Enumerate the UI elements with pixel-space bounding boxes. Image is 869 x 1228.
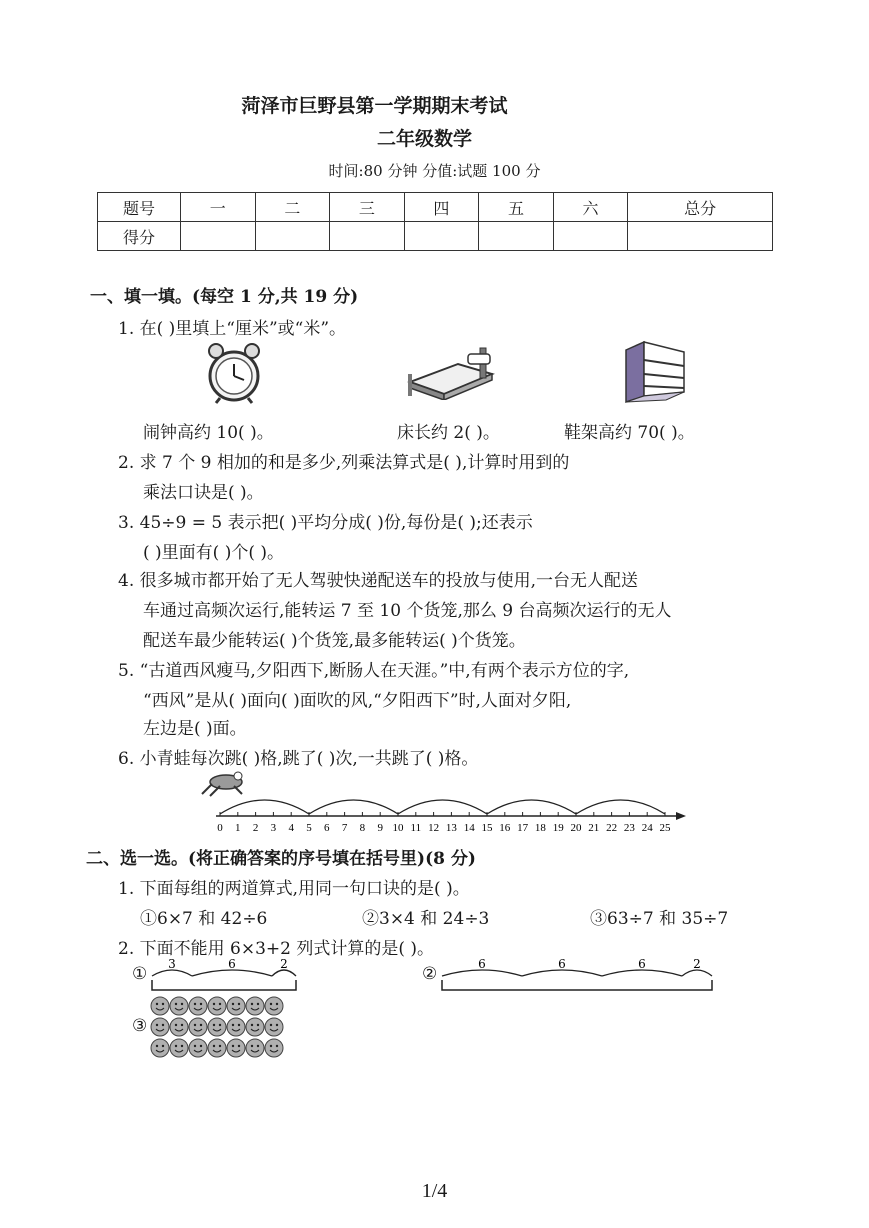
- number-line-tick-label: 18: [534, 822, 546, 834]
- score-input-cell[interactable]: [628, 222, 773, 251]
- score-cell: 五: [479, 193, 554, 222]
- number-line-tick-label: 22: [606, 822, 618, 834]
- number-line-tick-label: 24: [641, 822, 653, 834]
- q1-item-bed: 床长约 2( )。: [397, 423, 500, 443]
- number-line-tick-label: 23: [623, 822, 635, 834]
- smiley-face-icon: [151, 1018, 169, 1036]
- number-line-tick-label: 5: [306, 822, 312, 834]
- smiley-face-icon: [151, 1039, 169, 1057]
- segment-label: 6: [638, 957, 646, 971]
- number-line-tick-label: 6: [324, 822, 330, 834]
- score-cell: 三: [330, 193, 405, 222]
- number-line-tick-label: 14: [463, 822, 475, 834]
- number-line-tick-label: 0: [217, 822, 223, 834]
- smiley-face-icon: [170, 1018, 188, 1036]
- number-line-tick-label: 16: [499, 822, 511, 834]
- score-cell: 总分: [628, 193, 773, 222]
- smiley-face-icon: [227, 997, 245, 1015]
- smiley-face-icon: [227, 1018, 245, 1036]
- score-input-cell[interactable]: [479, 222, 554, 251]
- section1-heading: 一、填一填。(每空 1 分,共 19 分): [90, 287, 359, 307]
- smiley-face-icon: [170, 1039, 188, 1057]
- smiley-face-icon: [246, 1018, 264, 1036]
- score-cell: 四: [404, 193, 479, 222]
- number-line-tick-label: 17: [517, 822, 529, 834]
- segment-label: 3: [168, 957, 176, 971]
- number-line-tick-label: 11: [410, 822, 422, 834]
- q3-line2: ( )里面有( )个( )。: [143, 543, 285, 563]
- number-line-tick-label: 2: [252, 822, 259, 834]
- number-line-tick-label: 9: [377, 822, 383, 834]
- exam-meta: 时间:80 分钟 分值:试题 100 分: [328, 162, 541, 180]
- alarm-clock-icon: [196, 340, 270, 404]
- smiley-face-icon: [265, 1018, 283, 1036]
- score-cell: 一: [181, 193, 256, 222]
- number-line-tick-label: 25: [659, 822, 671, 834]
- smiley-face-icon: [246, 1039, 264, 1057]
- segment-label: 6: [478, 957, 486, 971]
- score-input-cell[interactable]: [255, 222, 330, 251]
- score-input-cell[interactable]: [181, 222, 256, 251]
- smiley-face-icon: [265, 997, 283, 1015]
- smiley-face-icon: [227, 1039, 245, 1057]
- segment-label: 2: [280, 957, 288, 971]
- segment-diagram-1: [150, 956, 300, 996]
- number-line-tick-label: 20: [570, 822, 582, 834]
- number-line-tick-label: 19: [552, 822, 564, 834]
- q5-line2: “西风”是从( )面向( )面吹的风,“夕阳西下”时,人面对夕阳,: [143, 691, 572, 711]
- smiley-grid: [150, 996, 290, 1060]
- bed-icon: [404, 344, 496, 400]
- score-cell: 六: [553, 193, 628, 222]
- number-line-tick-label: 1: [235, 822, 241, 834]
- s2-q1-text: 1. 下面每组的两道算式,用同一句口诀的是( )。: [118, 879, 470, 899]
- segment-diagram-2: [440, 956, 720, 996]
- q4-line1: 4. 很多城市都开始了无人驾驶快递配送车的投放与使用,一台无人配送: [118, 571, 639, 591]
- number-line-tick-label: 7: [341, 822, 348, 834]
- exam-subtitle: 二年级数学: [376, 128, 472, 150]
- q6-text: 6. 小青蛙每次跳( )格,跳了( )次,一共跳了( )格。: [118, 749, 479, 769]
- number-line-tick-label: 12: [428, 822, 440, 834]
- s2-q2-option2-label[interactable]: ②: [422, 964, 438, 984]
- segment-label: 6: [228, 957, 236, 971]
- jump-arc: [398, 800, 487, 814]
- q4-line3: 配送车最少能转运( )个货笼,最多能转运( )个货笼。: [143, 631, 526, 651]
- q2-line1: 2. 求 7 个 9 相加的和是多少,列乘法算式是( ),计算时用到的: [118, 453, 570, 473]
- s2-q1-option-1[interactable]: ①6×7 和 42÷6: [140, 909, 268, 929]
- section2-heading: 二、选一选。(将正确答案的序号填在括号里)(8 分): [86, 849, 476, 869]
- segment-label: 2: [693, 957, 701, 971]
- number-line-tick-label: 10: [392, 822, 404, 834]
- s2-q2-option3-label[interactable]: ③: [132, 1016, 148, 1036]
- smiley-face-icon: [208, 1018, 226, 1036]
- smiley-face-icon: [265, 1039, 283, 1057]
- score-cell: 二: [255, 193, 330, 222]
- page-number: 1/4: [421, 1180, 448, 1202]
- number-line-tick-label: 21: [588, 822, 600, 834]
- score-row-label: 得分: [98, 222, 181, 251]
- smiley-face-icon: [189, 997, 207, 1015]
- smiley-face-icon: [151, 997, 169, 1015]
- q5-line3: 左边是( )面。: [143, 719, 247, 739]
- score-input-cell[interactable]: [404, 222, 479, 251]
- shoe-rack-icon: [622, 340, 688, 404]
- number-line: [196, 768, 696, 838]
- jump-arc: [487, 800, 576, 814]
- smiley-face-icon: [189, 1018, 207, 1036]
- q5-line1: 5. “古道西风瘦马,夕阳西下,断肠人在天涯。”中,有两个表示方位的字,: [118, 661, 630, 681]
- number-line-tick-label: 15: [481, 822, 493, 834]
- score-input-cell[interactable]: [553, 222, 628, 251]
- frog-icon: [202, 772, 242, 796]
- smiley-face-icon: [246, 997, 264, 1015]
- smiley-face-icon: [170, 997, 188, 1015]
- q4-line2: 车通过高频次运行,能转运 7 至 10 个货笼,那么 9 台高频次运行的无人: [143, 601, 672, 621]
- score-table: [97, 192, 773, 251]
- smiley-face-icon: [208, 1039, 226, 1057]
- jump-arc: [576, 800, 665, 814]
- q1-item-clock: 闹钟高约 10( )。: [143, 423, 274, 443]
- number-line-tick-label: 13: [445, 822, 457, 834]
- q1-text: 1. 在( )里填上“厘米”或“米”。: [118, 319, 347, 339]
- number-line-tick-label: 3: [270, 822, 277, 834]
- number-line-tick-label: 8: [359, 822, 366, 834]
- smiley-face-icon: [189, 1039, 207, 1057]
- score-table-header-row: [98, 193, 773, 222]
- smiley-face-icon: [208, 997, 226, 1015]
- score-input-cell[interactable]: [330, 222, 405, 251]
- number-line-tick-label: 4: [288, 822, 294, 834]
- score-cell: 题号: [98, 193, 181, 222]
- q1-item-shoerack: 鞋架高约 70( )。: [564, 423, 695, 443]
- s2-q1-option-3[interactable]: ③63÷7 和 35÷7: [590, 909, 729, 929]
- s2-q1-option-2[interactable]: ②3×4 和 24÷3: [362, 909, 490, 929]
- jump-arc: [309, 800, 398, 814]
- segment-label: 6: [558, 957, 566, 971]
- s2-q2-option1-label[interactable]: ①: [132, 964, 148, 984]
- q2-line2: 乘法口诀是( )。: [143, 483, 264, 503]
- s2-q2-text: 2. 下面不能用 6×3+2 列式计算的是( )。: [118, 939, 435, 959]
- score-table-score-row: [98, 222, 773, 251]
- q3-line1: 3. 45÷9 = 5 表示把( )平均分成( )份,每份是( );还表示: [118, 513, 533, 533]
- jump-arc: [220, 800, 309, 814]
- exam-title: 菏泽市巨野县第一学期期末考试: [241, 95, 508, 117]
